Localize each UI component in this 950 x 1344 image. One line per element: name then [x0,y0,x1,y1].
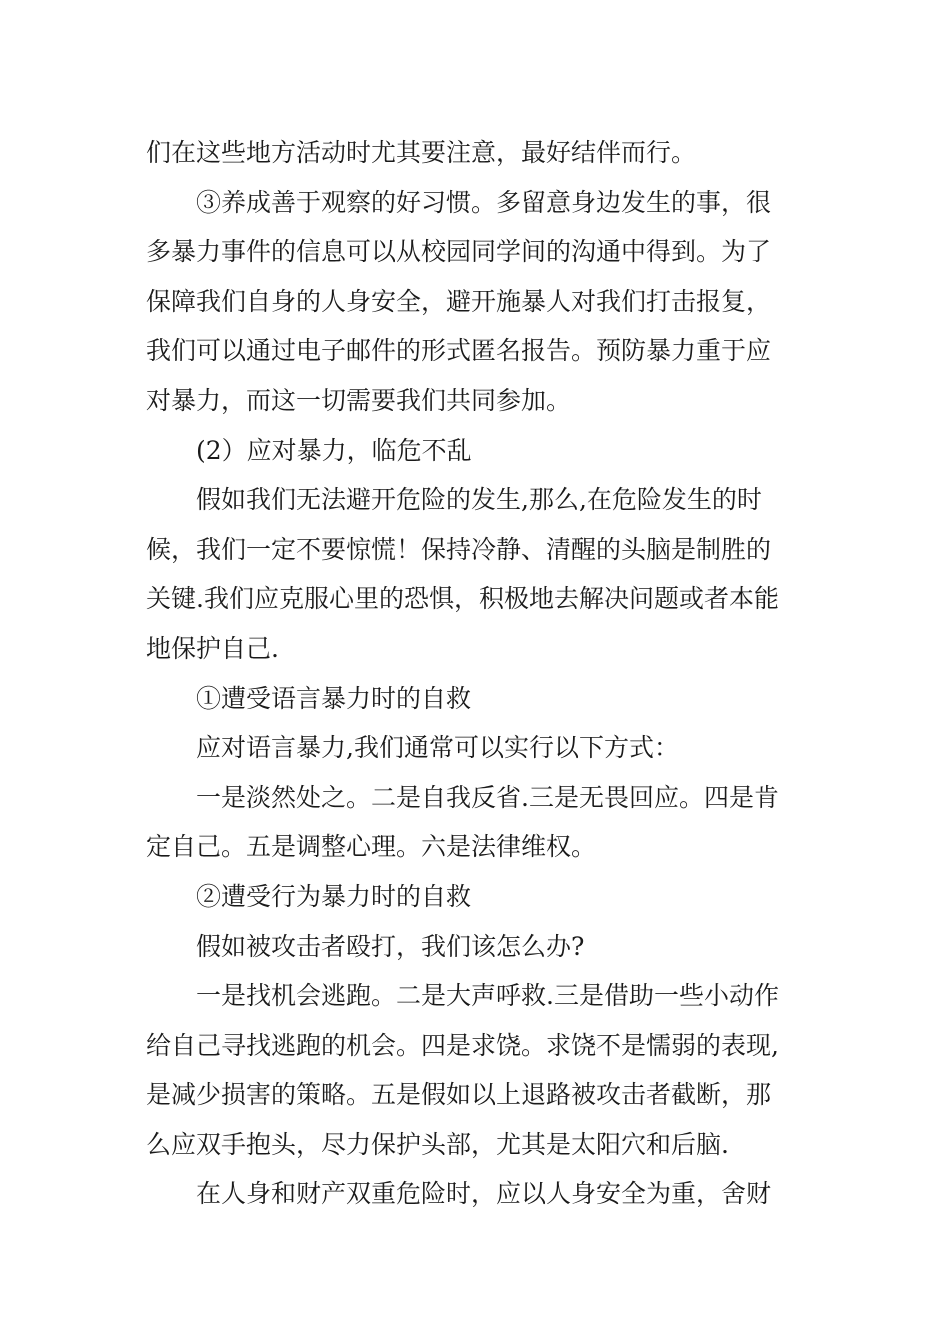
text-line: ②遭受行为暴力时的自救 [196,881,472,911]
text-line: ③养成善于观察的好习惯。多留意身边发生的事，很 [196,187,772,217]
text-line: 在人身和财产双重危险时，应以人身安全为重，舍财 [196,1179,772,1209]
text-line: ①遭受语言暴力时的自救 [196,683,472,713]
document-body [146,128,811,1219]
text-line: 假如我们无法避开危险的发生,那么,在危险发生的时 [196,485,762,515]
text-line: 关键.我们应克服心里的恐惧，积极地去解决问题或者本能 [146,584,779,614]
text-line: 地保护自己. [146,633,279,663]
text-line: 我们可以通过电子邮件的形式匿名报告。预防暴力重于应 [146,336,772,366]
text-line: 么应双手抱头，尽力保护头部，尤其是太阳穴和后脑. [146,1129,729,1159]
text-line: 们在这些地方活动时尤其要注意，最好结伴而行。 [146,138,697,167]
text-line: 对暴力，而这一切需要我们共同参加。 [146,385,572,415]
text-line: 定自己。五是调整心理。六是法律维权。 [146,832,597,862]
text-line: 给自己寻找逃跑的机会。四是求饶。求饶不是懦弱的表现, [146,1030,779,1060]
text-line: 是减少损害的策略。五是假如以上退路被攻击者截断，那 [146,1080,772,1110]
text-line: (2）应对暴力，临危不乱 [196,435,472,465]
text-line: 一是找机会逃跑。二是大声呼救.三是借助一些小动作 [196,981,779,1011]
text-line: 一是淡然处之。二是自我反省.三是无畏回应。四是肯 [196,782,779,812]
text-line: 应对语言暴力,我们通常可以实行以下方式： [196,733,679,763]
text-line: 多暴力事件的信息可以从校园同学间的沟通中得到。为了 [146,237,772,267]
text-line: 保障我们自身的人身安全，避开施暴人对我们打击报复， [146,286,772,316]
text-line: 假如被攻击者殴打，我们该怎么办? [196,931,585,961]
text-line: 候，我们一定不要惊慌！保持冷静、清醒的头脑是制胜的 [146,534,772,564]
